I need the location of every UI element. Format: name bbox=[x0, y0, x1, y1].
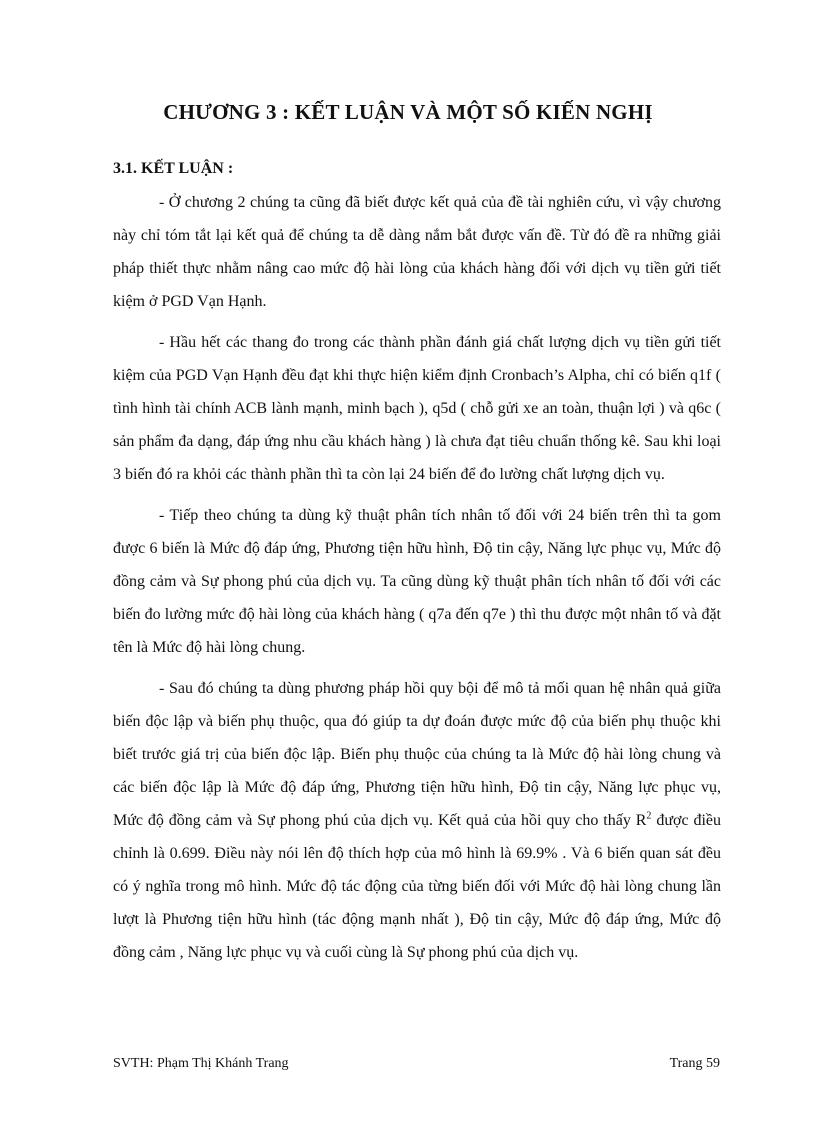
section-title: 3.1. KẾT LUẬN : bbox=[113, 160, 234, 177]
chapter-title: CHƯƠNG 3 : KẾT LUẬN VÀ MỘT SỐ KIẾN NGHỊ bbox=[163, 100, 653, 124]
paragraph-4 bbox=[113, 672, 721, 969]
paragraph-2: - Hầu hết các thang đo trong các thành phần đánh giá chất lượng dịch vụ tiền gửi tiết kiệm của PGD Vạn Hạnh đều đạt khi thực hiện kiểm định Cronbach’s Alpha, chỉ có biến q1f ( tình hình tài chính ACB lành mạnh, minh bạch ), q5d ( chỗ gửi xe an toàn, thuận lợi ) và q6c ( sản phẩm đa dạng, đáp ứng nhu cầu khách hàng ) là chưa đạt tiêu chuẩn thống kê. Sau khi loại 3 biến đó ra khỏi các thành phần thì ta còn lại 24 biến để đo lường chất lượng dịch vụ. bbox=[113, 334, 721, 483]
footer-author: SVTH: Phạm Thị Khánh Trang bbox=[113, 1056, 289, 1071]
body-text bbox=[113, 186, 721, 977]
paragraph-4-before: - Sau đó chúng ta dùng phương pháp hồi quy bội để mô tả mối quan hệ nhân quả giữa biến độc lập và biến phụ thuộc, qua đó giúp ta dự đoán được mức độ của biến phụ thuộc khi biết trước giá trị của biến độc lập. Biến phụ thuộc của chúng ta là Mức độ hài lòng chung và các biến độc lập là Mức độ đáp ứng, Phương tiện hữu hình, Độ tin cậy, Năng lực phục vụ, Mức độ đồng cảm và Sự phong phú của dịch vụ. Kết quả của hồi quy cho thấy R bbox=[113, 680, 721, 829]
r-squared-superscript: 2 bbox=[646, 810, 652, 822]
paragraph-3: - Tiếp theo chúng ta dùng kỹ thuật phân tích nhân tố đối với 24 biến trên thì ta gom được 6 biến là Mức độ đáp ứng, Phương tiện hữu hình, Độ tin cậy, Năng lực phục vụ, Mức độ đồng cảm và Sự phong phú của dịch vụ. Ta cũng dùng kỹ thuật phân tích nhân tố đối với các biến đo lường mức độ hài lòng của khách hàng ( q7a đến q7e ) thì thu được một nhân tố và đặt tên là Mức độ hài lòng chung. bbox=[113, 507, 721, 656]
paragraph-1: - Ở chương 2 chúng ta cũng đã biết được kết quả của đề tài nghiên cứu, vì vậy chương này chỉ tóm tắt lại kết quả để chúng ta dễ dàng nắm bắt được vấn đề. Từ đó đề ra những giải pháp thiết thực nhằm nâng cao mức độ hài lòng của khách hàng đối với dịch vụ tiền gửi tiết kiệm ở PGD Vạn Hạnh. bbox=[113, 194, 721, 310]
paragraph-4-after: được điều chỉnh là 0.699. Điều này nói lên độ thích hợp của mô hình là 69.9% . Và 6 biến quan sát đều có ý nghĩa trong mô hình. Mức độ tác động của từng biến đối với Mức độ hài lòng chung lần lượt là Phương tiện hữu hình (tác động mạnh nhất ), Độ tin cậy, Mức độ đáp ứng, Mức độ đồng cảm , Năng lực phục vụ và cuối cùng là Sự phong phú của dịch vụ. bbox=[113, 812, 721, 961]
footer-page-number: Trang 59 bbox=[669, 1056, 720, 1071]
